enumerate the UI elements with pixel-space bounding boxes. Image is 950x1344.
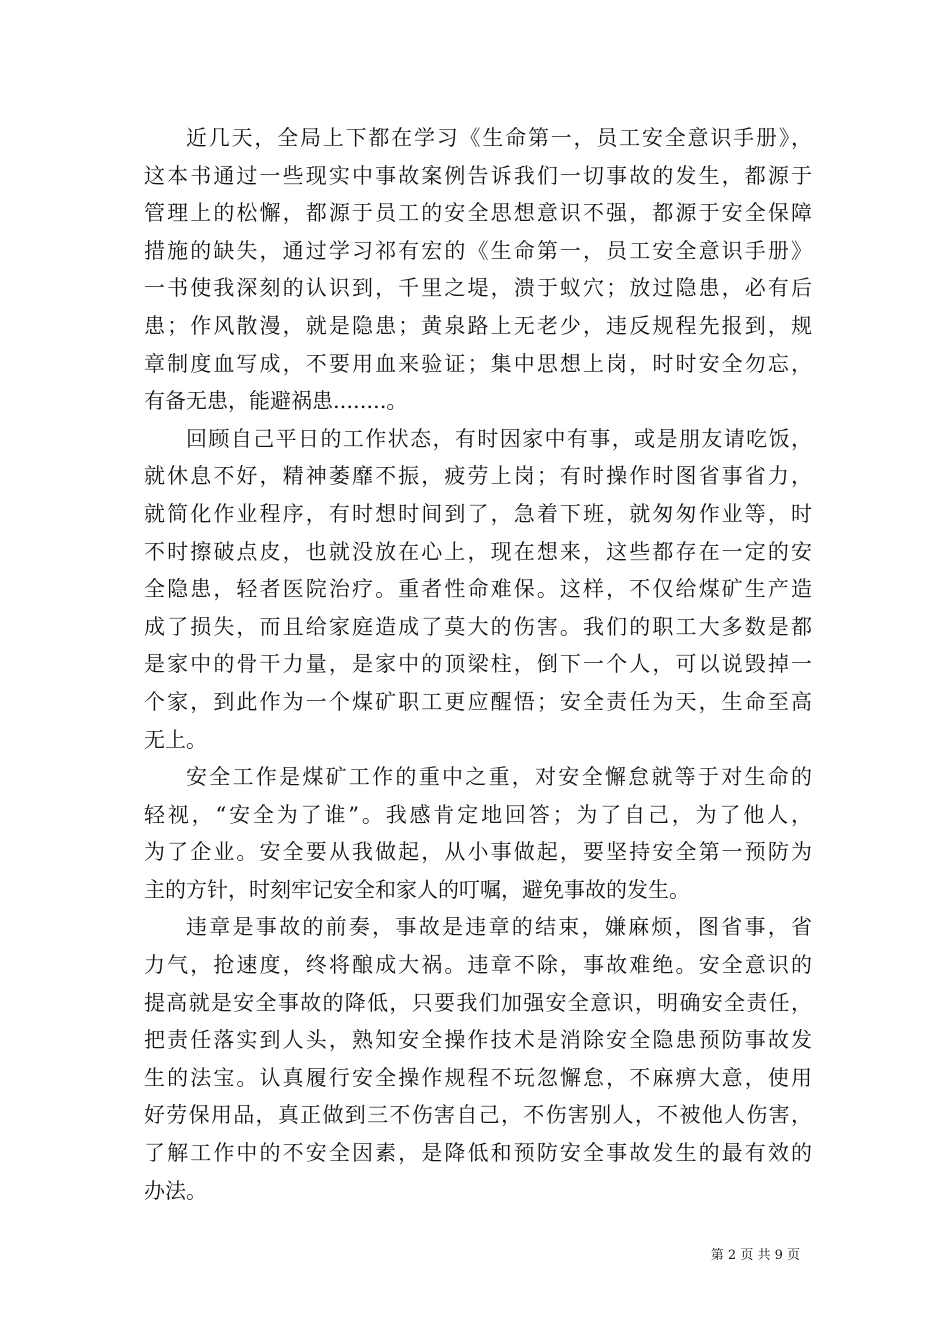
text-line: 患；作风散漫，就是隐患；黄泉路上无老少，违反规程先报到，规 <box>144 313 812 338</box>
text-line: 有备无患，能避祸患........。 <box>144 389 408 414</box>
text-line: 轻视，“安全为了谁”。我感肯定地回答；为了自己，为了他人， <box>144 802 812 827</box>
text-line: 好劳保用品，真正做到三不伤害自己，不伤害别人，不被他人伤害， <box>144 1103 812 1128</box>
text-line: 一书使我深刻的认识到，千里之堤，溃于蚁穴；放过隐患，必有后 <box>144 276 812 301</box>
text-line: 安全工作是煤矿工作的重中之重，对安全懈怠就等于对生命的 <box>186 765 812 790</box>
paragraph-1 <box>144 120 812 421</box>
paragraph-4 <box>144 909 812 1210</box>
body-text <box>144 120 812 1210</box>
text-line: 了解工作中的不安全因素，是降低和预防安全事故发生的最有效的 <box>144 1141 812 1166</box>
text-line: 主的方针，时刻牢记安全和家人的叮嘱，避免事故的发生。 <box>144 877 690 902</box>
text-line: 为了企业。安全要从我做起，从小事做起，要坚持安全第一预防为 <box>144 840 812 865</box>
paragraph-2 <box>144 421 812 759</box>
text-line: 近几天，全局上下都在学习《生命第一，员工安全意识手册》， <box>186 126 812 150</box>
text-line: 不时擦破点皮，也就没放在心上，现在想来，这些都存在一定的安 <box>144 539 812 564</box>
text-line: 回顾自己平日的工作状态，有时因家中有事，或是朋友请吃饭， <box>186 426 812 451</box>
text-line: 全隐患，轻者医院治疗。重者性命难保。这样，不仅给煤矿生产造 <box>144 577 812 602</box>
text-line: 力气，抢速度，终将酿成大祸。违章不除，事故难绝。安全意识的 <box>144 953 812 978</box>
text-line: 提高就是安全事故的降低，只要我们加强安全意识，明确安全责任， <box>144 990 812 1015</box>
text-line: 措施的缺失，通过学习祁有宏的《生命第一，员工安全意识手册》 <box>144 238 812 263</box>
text-line: 这本书通过一些现实中事故案例告诉我们一切事故的发生，都源于 <box>144 163 812 188</box>
text-line: 违章是事故的前奏，事故是违章的结束，嫌麻烦，图省事，省 <box>186 915 812 940</box>
text-line: 是家中的骨干力量，是家中的顶梁柱，倒下一个人，可以说毁掉一 <box>144 652 812 677</box>
text-line: 把责任落实到人头，熟知安全操作技术是消除安全隐患预防事故发 <box>144 1028 812 1053</box>
text-line: 生的法宝。认真履行安全操作规程不玩忽懈怠，不麻痹大意，使用 <box>144 1065 812 1090</box>
text-line: 办法。 <box>144 1178 207 1203</box>
text-line: 章制度血写成，不要用血来验证；集中思想上岗，时时安全勿忘， <box>144 351 812 376</box>
text-line: 个家，到此作为一个煤矿职工更应醒悟；安全责任为天，生命至高 <box>144 689 812 714</box>
text-line: 就休息不好，精神萎靡不振，疲劳上岗；有时操作时图省事省力， <box>144 464 812 489</box>
text-line: 就简化作业程序，有时想时间到了，急着下班，就匆匆作业等，时 <box>144 501 812 526</box>
page-number: 第 2 页 共 9 页 <box>710 1248 800 1263</box>
paragraph-3 <box>144 759 812 909</box>
text-line: 管理上的松懈，都源于员工的安全思想意识不强，都源于安全保障 <box>144 201 812 226</box>
text-line: 无上。 <box>144 727 207 752</box>
text-line: 成了损失，而且给家庭造成了莫大的伤害。我们的职工大多数是都 <box>144 614 812 639</box>
